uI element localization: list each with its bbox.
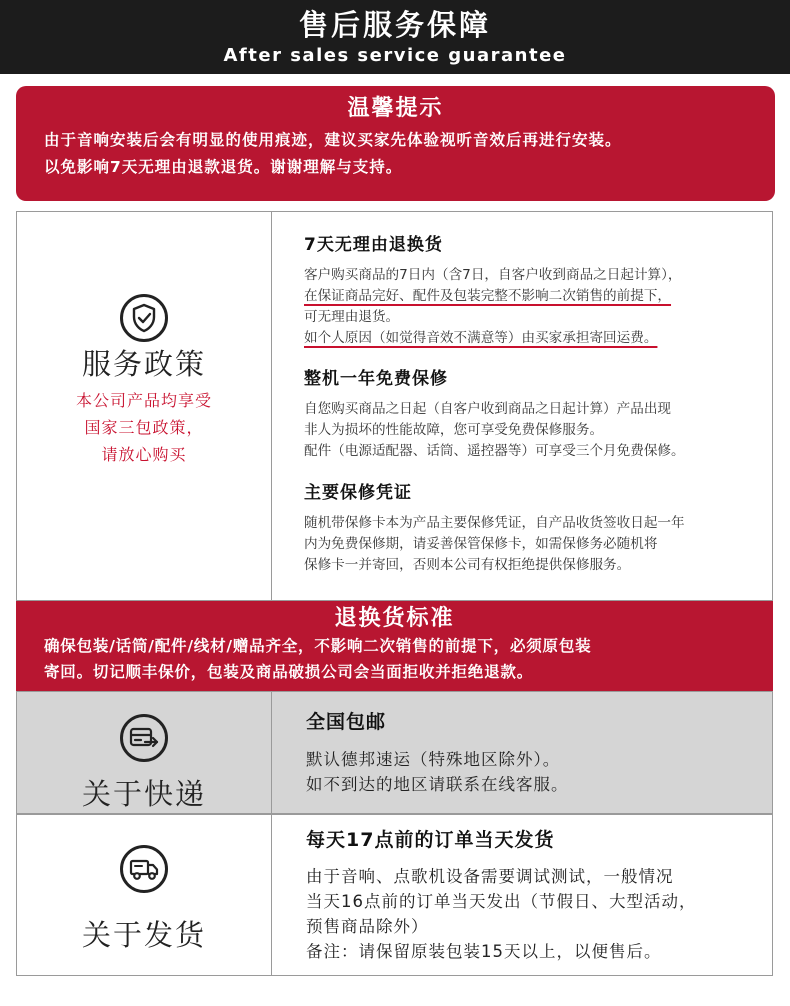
card-transfer-icon: [120, 714, 168, 762]
shipping-line: 由于音响、点歌机设备需要调试测试，一般情况: [306, 867, 674, 886]
section-line: 自您购买商品之日起（自客户收到商品之日起计算）产品出现: [304, 401, 672, 417]
policy-note-line: 本公司产品均享受: [75, 391, 212, 410]
section-title: 主要保修凭证: [304, 483, 412, 503]
delivery-truck-icon: [120, 845, 168, 893]
return-standard-line: 寄回。切记顺丰保价，包装及商品破损公司会当面拒收并拒绝退款。: [44, 663, 534, 681]
section-line: 客户购买商品的7日内（含7日，自客户收到商品之日起计算），: [304, 267, 682, 283]
warranty-section: [304, 368, 754, 462]
policy-note-line: 国家三包政策，: [84, 418, 204, 437]
express-label-cell: [17, 692, 272, 813]
express-line: 如不到达的地区请联系在线客服。: [306, 775, 569, 794]
policy-note: [17, 387, 271, 468]
express-title: 全国包邮: [306, 711, 387, 733]
policy-label-cell: [17, 212, 272, 600]
shield-check-icon: [120, 294, 168, 342]
page-header: [0, 0, 790, 74]
notice-body: [44, 127, 747, 181]
express-details-cell: [273, 692, 772, 813]
section-line: 非人为损坏的性能故障，您可享受免费保修服务。: [304, 422, 604, 438]
policy-details-cell: [273, 212, 772, 600]
notice-line: 以免影响7天无理由退款退货。谢谢理解与支持。: [44, 158, 403, 176]
page-title: 售后服务保障: [298, 8, 491, 42]
notice-panel: [16, 86, 775, 201]
section-line-underlined: 如个人原因（如觉得音效不满意等）由买家承担寄回运费。: [304, 330, 658, 346]
shipping-title: 每天17点前的订单当天发货: [306, 829, 555, 851]
section-title: 整机一年免费保修: [304, 369, 448, 389]
shipping-details-cell: [273, 815, 772, 975]
shipping-line: 当天16点前的订单当天发出（节假日、大型活动，: [306, 892, 697, 911]
section-line-underlined: 在保证商品完好、配件及包装完整不影响二次销售的前提下，: [304, 288, 672, 304]
policy-label: 服务政策: [81, 347, 206, 381]
shipping-line: 预售商品除外）: [306, 917, 429, 936]
notice-line: 由于音响安装后会有明显的使用痕迹，建议买家先体验视听音效后再进行安装。: [44, 131, 622, 149]
shipping-label: 关于发货: [81, 918, 206, 952]
return-standard-band: [16, 601, 773, 691]
return-policy-section: [304, 234, 754, 349]
shipping-box: [16, 814, 773, 976]
return-standard-body: [44, 633, 745, 685]
return-standard-line: 确保包装/话筒/配件/线材/赠品齐全，不影响二次销售的前提下，必须原包装: [44, 637, 592, 655]
section-line: 内为免费保修期，请妥善保管保修卡，如需保修务必随机将: [304, 536, 658, 552]
return-standard-title: 退换货标准: [334, 606, 455, 631]
service-policy-box: [16, 211, 773, 601]
shipping-line: 备注：请保留原装包装15天以上，以便售后。: [306, 942, 662, 961]
section-line: 配件（电源适配器、话筒、遥控器等）可享受三个月免费保修。: [304, 443, 685, 459]
express-box: [16, 691, 773, 814]
section-title: 7天无理由退换货: [304, 235, 443, 255]
shipping-label-cell: [17, 815, 272, 975]
page-subtitle: After sales service guarantee: [223, 45, 567, 66]
section-line: 随机带保修卡本为产品主要保修凭证，自产品收货签收日起一年: [304, 515, 685, 531]
section-line: 可无理由退货。: [304, 309, 400, 325]
express-details: [306, 710, 746, 797]
warranty-voucher-section: [304, 482, 754, 576]
shipping-details: [306, 828, 746, 964]
section-line: 保修卡一并寄回，否则本公司有权拒绝提供保修服务。: [304, 557, 631, 573]
express-label: 关于快递: [81, 777, 206, 811]
notice-title: 温馨提示: [347, 96, 444, 121]
express-line: 默认德邦速运（特殊地区除外）。: [306, 750, 561, 769]
policy-note-line: 请放心购买: [101, 445, 187, 464]
